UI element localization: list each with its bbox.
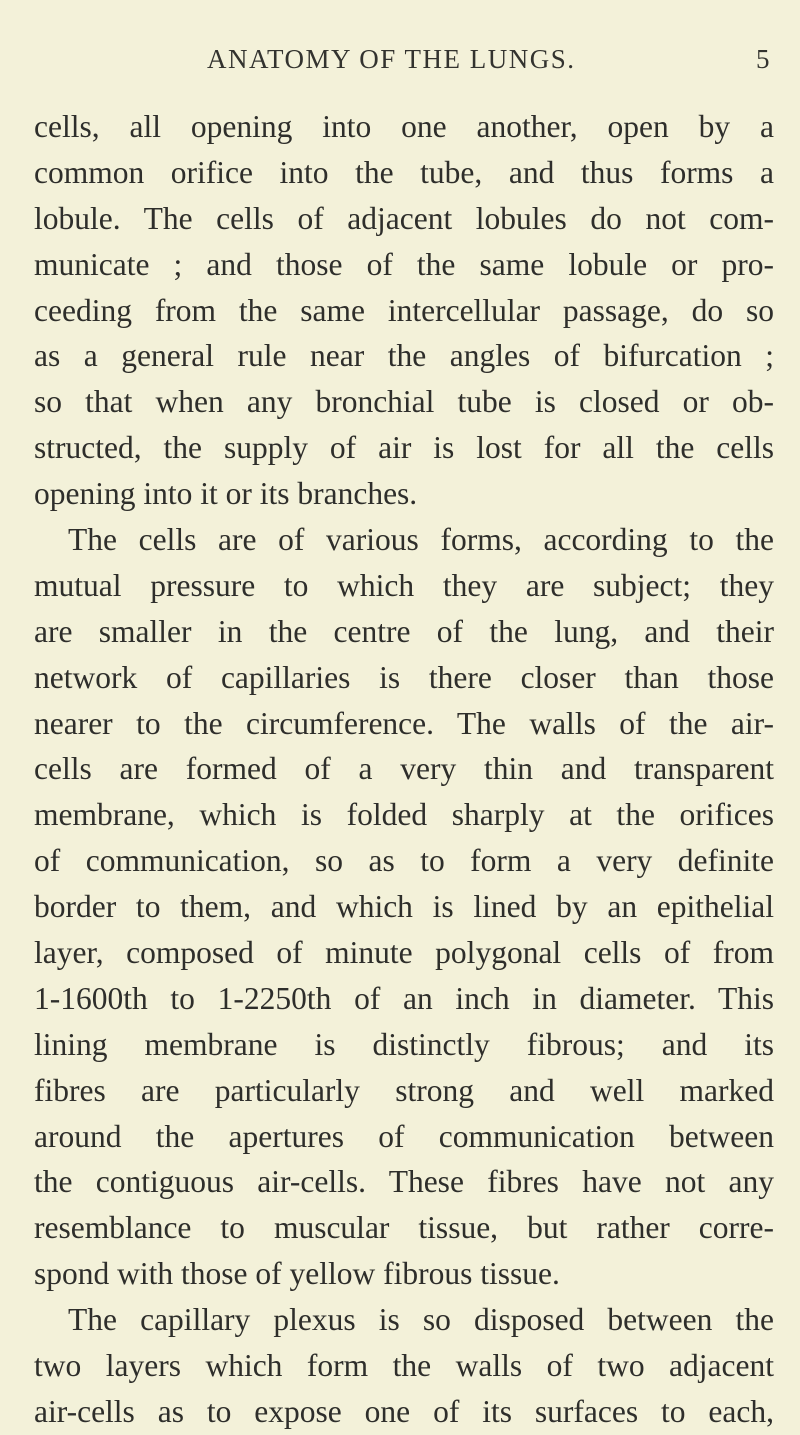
text-line: lobule. The cells of adjacent lobules do not com- [34, 200, 774, 236]
text-line: two layers which form the walls of two adjacent [34, 1348, 774, 1384]
text-line: municate ; and those of the same lobule or pro- [34, 246, 774, 282]
text-line: membrane, which is folded sharply at the orifices [34, 797, 774, 833]
text-line: network of capillaries is there closer than those [34, 659, 774, 695]
text-line: of communication, so as to form a very definite [34, 843, 774, 879]
text-line: as a general rule near the angles of bifurcation ; [34, 338, 774, 374]
text-line: common orifice into the tube, and thus forms a [34, 154, 774, 190]
text-line: air-cells as to expose one of its surfaces to each, [34, 1393, 774, 1429]
text-line: 1-1600th to 1-2250th of an inch in diameter. This [34, 980, 774, 1016]
text-line: structed, the supply of air is lost for all the cells [34, 430, 774, 466]
running-head [0, 44, 800, 84]
text-line: resemblance to muscular tissue, but rather corre- [34, 1210, 774, 1246]
text-line: The cells are of various forms, according to the [68, 522, 774, 558]
body-text [34, 104, 774, 1435]
text-line: nearer to the circumference. The walls of the air- [34, 705, 774, 741]
text-line: opening into it or its branches. [34, 476, 418, 512]
text-line: The capillary plexus is so disposed between the [68, 1302, 774, 1338]
text-line: are smaller in the centre of the lung, and their [34, 613, 774, 649]
text-line: around the apertures of communication between [34, 1118, 774, 1154]
text-line: spond with those of yellow fibrous tissue. [34, 1256, 560, 1292]
text-line: fibres are particularly strong and well marked [34, 1072, 774, 1108]
text-line: the contiguous air-cells. These fibres have not any [34, 1164, 774, 1200]
text-line: layer, composed of minute polygonal cells of from [34, 935, 774, 971]
text-line: cells, all opening into one another, open by a [34, 109, 774, 144]
text-line: so that when any bronchial tube is closed or ob- [34, 384, 774, 420]
text-line: mutual pressure to which they are subject; they [34, 567, 774, 603]
text-line: ceeding from the same intercellular passage, do so [34, 292, 774, 328]
text-line: cells are formed of a very thin and transparent [34, 751, 774, 787]
running-title: ANATOMY OF THE LUNGS. [207, 44, 576, 74]
page-number: 5 [756, 44, 770, 74]
text-line: border to them, and which is lined by an epithelial [34, 889, 774, 925]
text-line: lining membrane is distinctly fibrous; and its [34, 1026, 774, 1062]
